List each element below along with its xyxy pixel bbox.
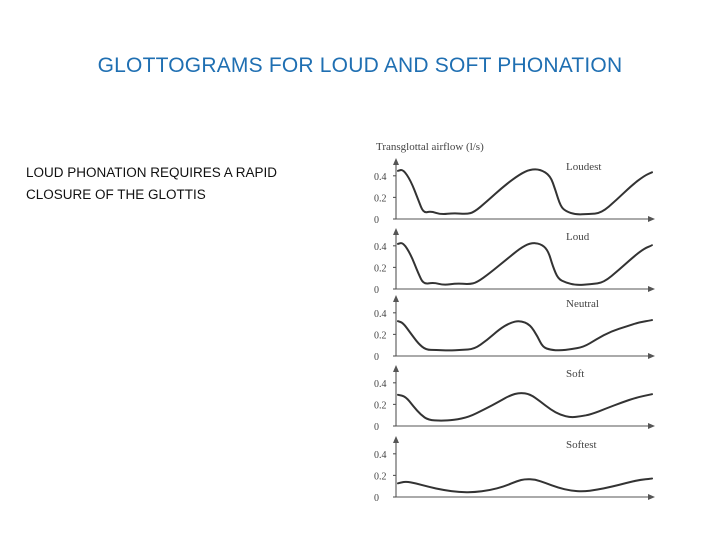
tick-label: 0.2: [374, 330, 387, 342]
tick-label: 0.4: [374, 308, 387, 320]
tick-label: 0: [374, 285, 379, 296]
y-axis-arrow-icon: [393, 228, 399, 235]
x-axis-arrow-icon: [648, 353, 655, 359]
panel-label: Loud: [566, 231, 590, 243]
panel-loudest: [374, 158, 655, 226]
airflow-curve: [398, 169, 652, 214]
tick-label: 0: [374, 422, 379, 433]
x-axis-arrow-icon: [648, 216, 655, 222]
y-axis-arrow-icon: [393, 158, 399, 165]
tick-label: 0.4: [374, 378, 387, 390]
panel-softest: [374, 436, 655, 504]
airflow-curve: [398, 243, 652, 285]
tick-label: 0.2: [374, 471, 387, 483]
x-axis-arrow-icon: [648, 286, 655, 292]
body-text: LOUD PHONATION REQUIRES A RAPID CLOSURE OF THE GLOTTIS: [26, 165, 278, 202]
panel-label: Softest: [566, 439, 597, 451]
y-axis-title: Transglottal airflow (l/s): [376, 141, 484, 153]
tick-label: 0: [374, 493, 379, 504]
y-axis-arrow-icon: [393, 295, 399, 302]
panel-soft: [374, 365, 655, 433]
panel-label: Neutral: [566, 298, 599, 310]
tick-label: 0.2: [374, 193, 387, 205]
y-axis-arrow-icon: [393, 365, 399, 372]
tick-label: 0.2: [374, 263, 387, 275]
x-axis-arrow-icon: [648, 494, 655, 500]
panel-label: Soft: [566, 368, 585, 380]
airflow-curve: [398, 393, 652, 420]
tick-label: 0: [374, 352, 379, 363]
panel-neutral: [374, 295, 655, 363]
panel-loud: [374, 228, 655, 296]
airflow-curve: [398, 479, 652, 493]
x-axis-arrow-icon: [648, 423, 655, 429]
tick-label: 0.2: [374, 400, 387, 412]
tick-label: 0.4: [374, 449, 387, 461]
tick-label: 0: [374, 215, 379, 226]
panel-label: Loudest: [566, 161, 602, 173]
tick-label: 0.4: [374, 241, 387, 253]
slide-title: GLOTTOGRAMS FOR LOUD AND SOFT PHONATION: [97, 54, 623, 77]
tick-label: 0.4: [374, 171, 387, 183]
airflow-curve: [398, 320, 652, 350]
panels-group: [374, 158, 655, 504]
y-axis-arrow-icon: [393, 436, 399, 443]
